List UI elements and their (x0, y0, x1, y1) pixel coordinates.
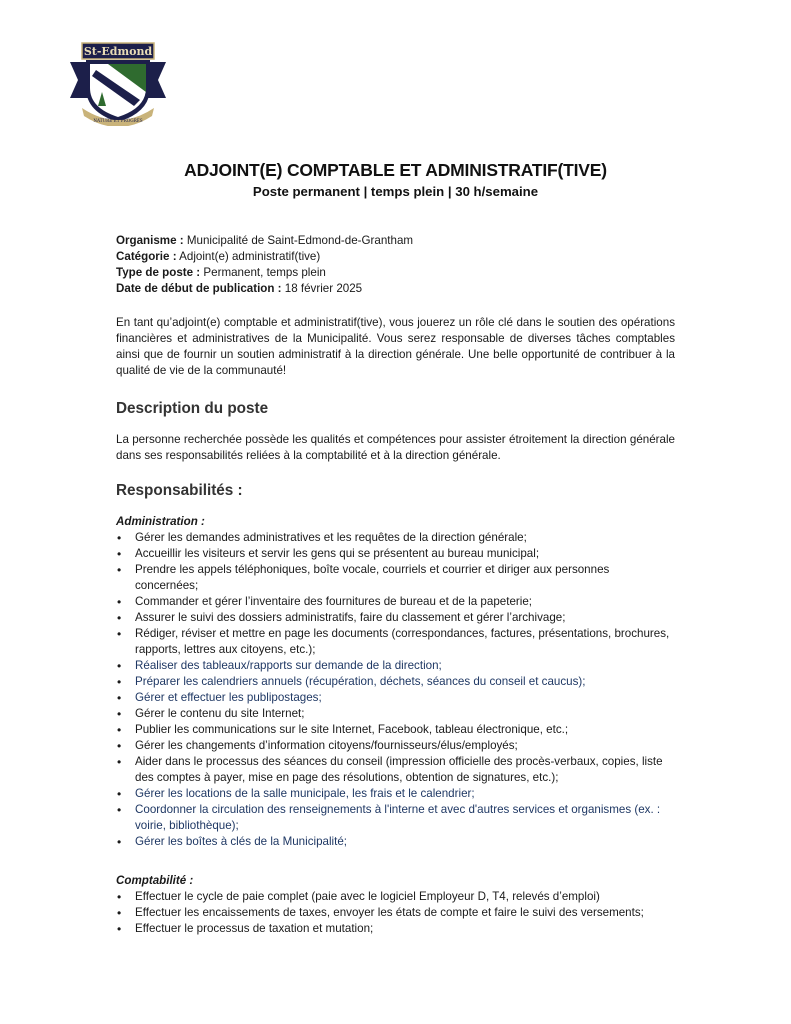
administration-list (116, 530, 675, 850)
st-edmond-logo (68, 40, 168, 126)
list-item: • Réaliser des tableaux/rapports sur demande de la direction; (116, 658, 675, 674)
list-item: • Gérer les changements d’information citoyens/fournisseurs/élus/employés; (116, 738, 675, 754)
administration-label: Administration : (116, 515, 205, 528)
svg-text:St-Edmond: St-Edmond (83, 45, 153, 58)
description-text: La personne recherchée possède les qualités et compétences pour assister étroitement la direction générale dans ses responsabilités reliées à la comptabilité et à la direction générale. (116, 433, 675, 462)
job-meta (116, 233, 675, 297)
list-item: • Effectuer le cycle de paie complet (paie avec le logiciel Employeur D, T4, relevés d’emploi) (116, 889, 675, 905)
comptabilite-section (116, 873, 675, 937)
meta-type-poste: Type de poste : Permanent, temps plein (116, 266, 326, 279)
comptabilite-list (116, 889, 675, 937)
list-item: • Gérer et effectuer les publipostages; (116, 690, 675, 706)
list-item: • Effectuer les encaissements de taxes, envoyer les états de compte et faire le suivi des versements; (116, 905, 675, 921)
list-item: • Effectuer le processus de taxation et mutation; (116, 921, 675, 937)
list-item: • Commander et gérer l’inventaire des fournitures de bureau et de la papeterie; (116, 594, 675, 610)
list-item: • Préparer les calendriers annuels (récupération, déchets, séances du conseil et caucus); (116, 674, 675, 690)
list-item: • Assurer le suivi des dossiers administratifs, faire du classement et gérer l’archivage; (116, 610, 675, 626)
page-title: ADJOINT(E) COMPTABLE ET ADMINISTRATIF(TIVE) (184, 160, 607, 180)
list-item: • Gérer les demandes administratives et les requêtes de la direction générale; (116, 530, 675, 546)
administration-section (116, 514, 675, 850)
meta-date-publication: Date de début de publication : 18 février 2025 (116, 282, 363, 295)
comptabilite-label: Comptabilité : (116, 874, 194, 887)
list-item: • Coordonner la circulation des renseignements à l'interne et avec d'autres services et organismes (ex. : voirie, bibliothèque); (116, 802, 675, 834)
list-item: • Aider dans le processus des séances du conseil (impression officielle des procès-verbaux, copies, liste des comptes à payer, mise en page des résolutions, obtention de signatures, etc.); (116, 754, 675, 786)
description-heading: Description du poste (116, 400, 269, 417)
meta-categorie: Catégorie : Adjoint(e) administratif(tive) (116, 250, 321, 263)
intro-paragraph: En tant qu’adjoint(e) comptable et administratif(tive), vous jouerez un rôle clé dans le soutien des opérations financières et administratives de la Municipalité. Vous serez responsable de diverses tâches comptables ainsi que de fournir un soutien administratif à la direction générale. Une belle opportunité de contribuer à la qualité de vie de la communauté! (116, 316, 675, 377)
list-item: • Gérer le contenu du site Internet; (116, 706, 675, 722)
svg-text:NATURE ET PROGRÈS: NATURE ET PROGRÈS (93, 118, 143, 123)
list-item: • Accueillir les visiteurs et servir les gens qui se présentent au bureau municipal; (116, 546, 675, 562)
list-item: • Gérer les boîtes à clés de la Municipalité; (116, 834, 675, 850)
list-item: • Prendre les appels téléphoniques, boîte vocale, courriels et courrier et diriger aux personnes concernées; (116, 562, 675, 594)
list-item: • Publier les communications sur le site Internet, Facebook, tableau électronique, etc.; (116, 722, 675, 738)
responsibilities-heading: Responsabilités : (116, 482, 243, 499)
list-item: • Gérer les locations de la salle municipale, les frais et le calendrier; (116, 786, 675, 802)
page-subtitle: Poste permanent | temps plein | 30 h/semaine (252, 184, 539, 199)
meta-organisme: Organisme : Municipalité de Saint-Edmond-de-Grantham (116, 234, 414, 247)
list-item: • Rédiger, réviser et mettre en page les documents (correspondances, factures, présentations, brochures, rapports, lettres aux citoyens, etc.); (116, 626, 675, 658)
